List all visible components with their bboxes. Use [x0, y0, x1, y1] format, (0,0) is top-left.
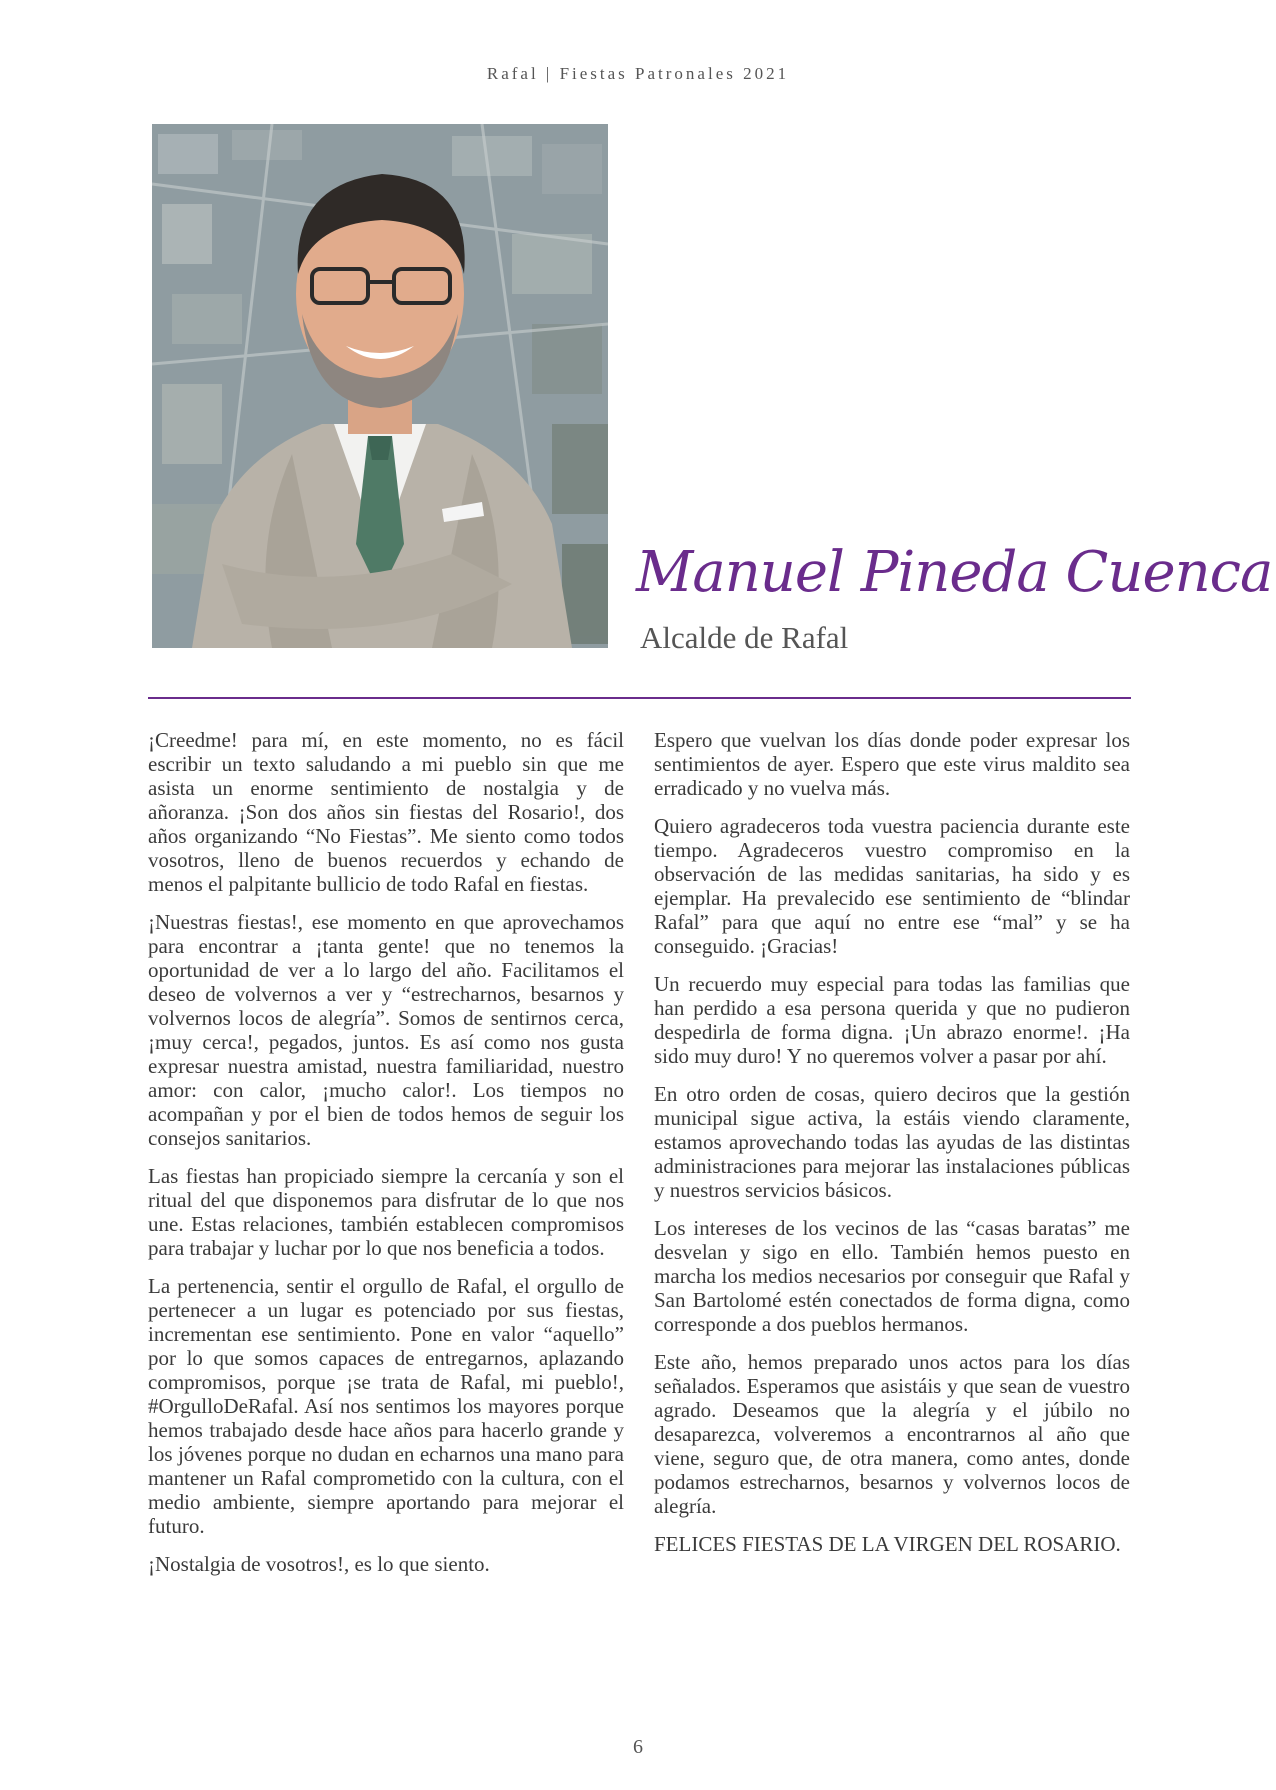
paragraph: Las fiestas han propiciado siempre la cercanía y son el ritual del que disponemos para disfrutar de lo que nos une. Estas relaciones, también establecen compromisos para trabajar y luchar por lo que nos beneficia a todos.	[148, 1164, 624, 1260]
author-name: Manuel Pineda Cuenca	[636, 540, 1273, 605]
paragraph: Los intereses de los vecinos de las “casas baratas” me desvelan y sigo en ello. También hemos puesto en marcha los medios necesarios por conseguir que Rafal y San Bartolomé estén conectados de forma digna, como corresponde a dos pueblos hermanos.	[654, 1216, 1130, 1336]
paragraph: La pertenencia, sentir el orgullo de Rafal, el orgullo de pertenecer a un lugar es potenciado por sus fiestas, incrementan ese sentimiento. Pone en valor “aquello” por lo que somos capaces de entregarnos, aplazando compromisos, porque ¡se trata de Rafal, mi pueblo!, #OrgulloDeRafal. Así nos sentimos los mayores porque hemos trabajado desde hace años para hacerlo grande y los jóvenes porque no dudan en echarnos una mano para mantener un Rafal comprometido con la cultura, con el medio ambiente, siempre aportando para mejorar el futuro.	[148, 1274, 624, 1538]
paragraph: ¡Creedme! para mí, en este momento, no es fácil escribir un texto saludando a mi pueblo sin que me asista un enorme sentimiento de nostalgia y de añoranza. ¡Son dos años sin fiestas del Rosario!, dos años organizando “No Fiestas”. Me siento como todos vosotros, lleno de buenos recuerdos y echando de menos el palpitante bullicio de todo Rafal en fiestas.	[148, 728, 624, 896]
paragraph: Un recuerdo muy especial para todas las familias que han perdido a esa persona querida y que no pudieron despedirla de forma digna. ¡Un abrazo enorme!. ¡Ha sido muy duro! Y no queremos volver a pasar por ahí.	[654, 972, 1130, 1068]
author-role: Alcalde de Rafal	[640, 620, 849, 655]
page-number: 6	[633, 1736, 643, 1758]
paragraph: En otro orden de cosas, quiero deciros que la gestión municipal sigue activa, la estáis viendo claramente, estamos aprovechando todas las ayudas de las distintas administraciones para mejorar las instalaciones públicas y nuestros servicios básicos.	[654, 1082, 1130, 1202]
left-text-column	[148, 728, 624, 1590]
paragraph: ¡Nostalgia de vosotros!, es lo que siento.	[148, 1552, 490, 1576]
paragraph: ¡Nuestras fiestas!, ese momento en que aprovechamos para encontrar a ¡tanta gente! que no tenemos la oportunidad de ver a lo largo del año. Facilitamos el deseo de volvernos a ver y “estrecharnos, besarnos y volvernos locos de alegría”. Somos de sentirnos cerca, ¡muy cerca!, pegados, juntos. Es así como nos gusta expresar nuestra amistad, nuestra familiaridad, nuestro amor: con calor, ¡mucho calor!. Los tiempos no acompañan y por el bien de todos hemos de seguir los consejos sanitarios.	[148, 910, 624, 1150]
right-text-column	[654, 728, 1130, 1570]
closing-line: FELICES FIESTAS DE LA VIRGEN DEL ROSARIO.	[654, 1532, 1121, 1556]
portrait-photo	[152, 124, 608, 648]
header-divider	[148, 697, 1131, 699]
paragraph: Quiero agradeceros toda vuestra paciencia durante este tiempo. Agradeceros vuestro compromiso en la observación de las medidas sanitarias, ha sido y es ejemplar. Ha prevalecido ese sentimiento de “blindar Rafal” para que aquí no entre ese “mal” y se ha conseguido. ¡Gracias!	[654, 814, 1130, 958]
paragraph: Este año, hemos preparado unos actos para los días señalados. Esperamos que asistáis y que sean de vuestro agrado. Deseamos que la alegría y el júbilo no desaparezca, volveremos a encontrarnos al año que viene, seguro que, de otra manera, como antes, donde podamos estrecharnos, besarnos y volvernos locos de alegría.	[654, 1350, 1130, 1518]
running-header: Rafal | Fiestas Patronales 2021	[486, 64, 790, 83]
paragraph: Espero que vuelvan los días donde poder expresar los sentimientos de ayer. Espero que este virus maldito sea erradicado y no vuelva más.	[654, 728, 1130, 800]
